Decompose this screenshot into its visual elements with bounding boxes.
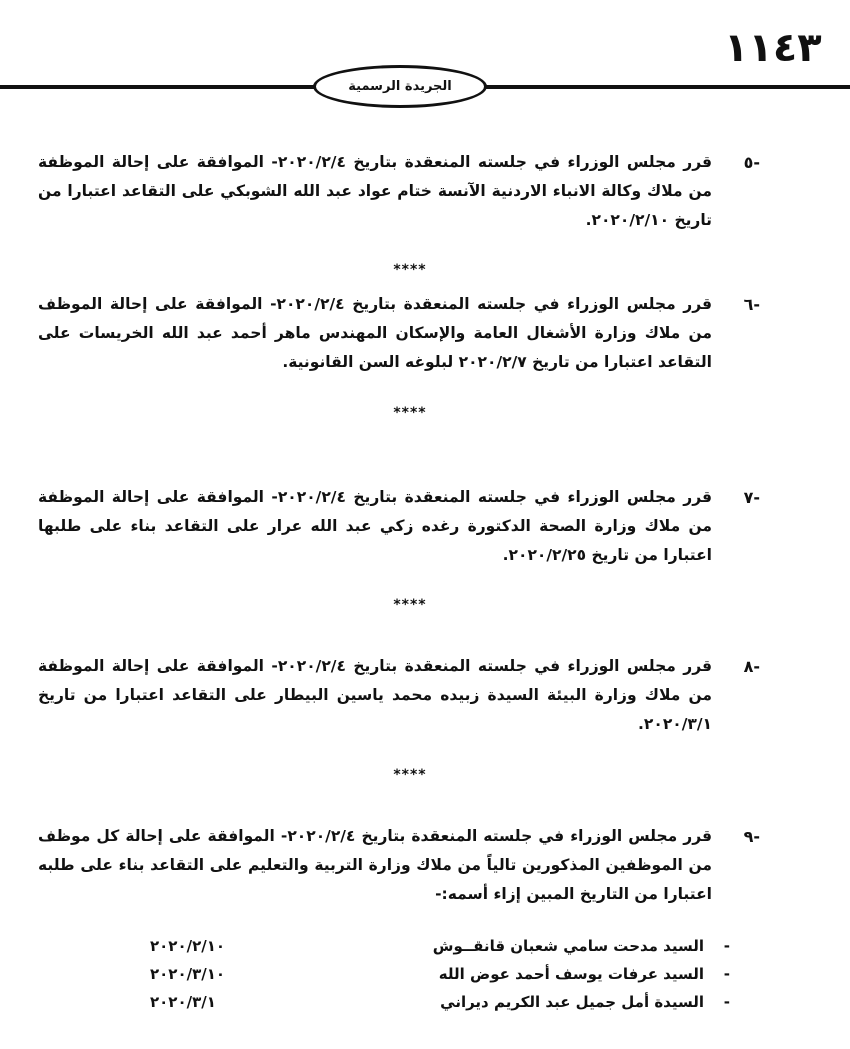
- person-name: السيد عرفات يوسف أحمد عوض الله: [438, 965, 704, 983]
- person-date: ٢٠٢٠/٣/١: [150, 993, 216, 1011]
- decision-item-9: [38, 822, 760, 909]
- page-number: ١١٤٣: [724, 25, 822, 71]
- decision-item-6: [38, 290, 760, 377]
- item-number: -٨: [743, 657, 760, 676]
- item-number: -٧: [743, 488, 760, 507]
- separator: ****: [393, 262, 427, 278]
- item-number: -٦: [743, 295, 760, 314]
- separator: ****: [393, 767, 427, 783]
- item-text: قرر مجلس الوزراء في جلسته المنعقدة بتاريخ ٢٠٢٠/٢/٤- الموافقة على إحالة الموظفة من ملاك وزارة البيئة السيدة زبيده محمد ياسين البيطار على التقاعد اعتبارا من تاريخ ٢٠٢٠/٣/١.: [38, 657, 713, 733]
- person-name: السيد مدحت سامي شعبان قانقــوش: [432, 937, 704, 955]
- person-row: [150, 961, 730, 987]
- item-text: قرر مجلس الوزراء في جلسته المنعقدة بتاريخ ٢٠٢٠/٢/٤- الموافقة على إحالة كل موظف من الموظفين المذكورين تالياً من ملاك وزارة التربية والتعليم على التقاعد بناء على طلبه اعتبارا من التاريخ المبين إزاء أسمه:-: [38, 827, 712, 903]
- decision-item-7: [38, 483, 760, 570]
- separator: ****: [393, 405, 427, 421]
- decision-item-5: [38, 148, 760, 235]
- person-date: ٢٠٢٠/٢/١٠: [150, 937, 226, 955]
- list-dash: -: [723, 937, 730, 955]
- item-number: -٩: [743, 827, 760, 846]
- person-name: السيدة أمل جميل عبد الكريم ديراني: [440, 993, 704, 1011]
- item-text: قرر مجلس الوزراء في جلسته المنعقدة بتاريخ ٢٠٢٠/٢/٤- الموافقة على إحالة الموظفة من ملاك وكالة الانباء الاردنية الآنسة ختام عواد عبد الله الشوبكي على التقاعد اعتبارا من تاريخ ٢٠٢٠/٢/١٠.: [38, 153, 713, 229]
- gazette-title: الجريدة الرسمية: [348, 79, 452, 94]
- item-number: -٥: [743, 153, 760, 172]
- person-row: [150, 933, 730, 959]
- list-dash: -: [723, 965, 730, 983]
- separator: ****: [393, 597, 427, 613]
- item-text: قرر مجلس الوزراء في جلسته المنعقدة بتاريخ ٢٠٢٠/٢/٤- الموافقة على إحالة الموظف من ملاك وزارة الأشغال العامة والإسكان المهندس ماهر أحمد عبد الله الخريسات على التقاعد اعتبارا من تاريخ ٢٠٢٠/٢/٧ لبلوغه السن القانونية.: [38, 295, 713, 371]
- person-row: [150, 989, 730, 1015]
- item-text: قرر مجلس الوزراء في جلسته المنعقدة بتاريخ ٢٠٢٠/٢/٤- الموافقة على إحالة الموظفة من ملاك وزارة الصحة الدكتورة رغده زكي عبد الله عرار على التقاعد بناء على طلبها اعتبارا من تاريخ ٢٠٢٠/٢/٢٥.: [38, 488, 713, 564]
- decision-item-8: [38, 652, 760, 739]
- gazette-title-oval: [313, 65, 487, 108]
- person-date: ٢٠٢٠/٣/١٠: [150, 965, 226, 983]
- list-dash: -: [723, 993, 730, 1011]
